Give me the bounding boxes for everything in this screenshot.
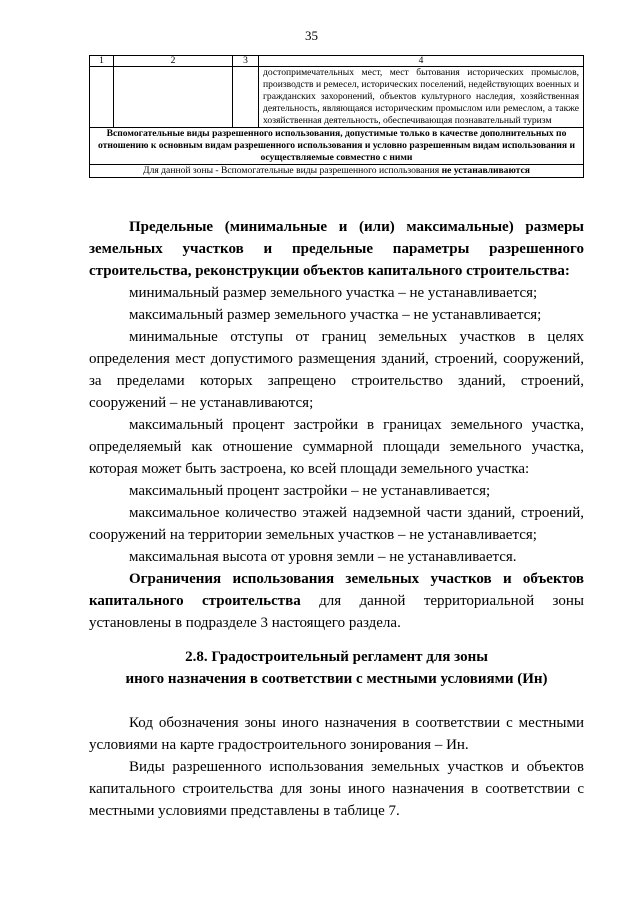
zone-note-value: не устанавливаются — [441, 165, 530, 176]
build-percent-text: максимальный процент застройки – не устанавливается; — [129, 483, 491, 499]
auxiliary-uses-title: Вспомогательные виды разрешенного использования, допустимые только в качестве дополнительных по отношению к основным видам разрешенного использования и условно разрешенным видам использования и осуществляемые совместно с ними — [90, 128, 584, 165]
table-cell-empty — [233, 67, 259, 128]
restrictions-text — [89, 568, 584, 634]
section-title-line2: иного назначения в соответствии с местными условиями (Ин) — [125, 671, 548, 687]
setbacks-text: минимальные отступы от границ земельных участков в целях определения мест допустимого размещения зданий, строений, сооружений, за пределами которых запрещено строительство зданий, строений, сооружений – не устанавливаются; — [89, 329, 584, 411]
permitted-uses-paragraph: Виды разрешенного использования земельных участков и объектов капитального строительства для зоны иного назначения в соответствии с местными условиями представлены в таблице 7. — [89, 759, 584, 819]
table-row-aux-title — [90, 128, 584, 165]
table-cell-description: достопримечательных мест, мест бытования исторических промыслов, производств и ремесел, исторических поселений, недействующих военных и гражданских захоронений, объектов культурного наследия, хозяйственная деятельность, являющаяся историческим промыслом или ремеслом, а также хозяйственная деятельность, обеспечивающая познавательный туризм — [259, 67, 584, 128]
min-size-text: минимальный размер земельного участка – не устанавливается; — [129, 285, 538, 301]
height-text: максимальная высота от уровня земли – не устанавливается. — [129, 549, 517, 565]
table-header-cell-1: 1 — [90, 56, 114, 67]
limits-heading: Предельные (минимальные и (или) максимальные) размеры земельных участков и предельные параметры разрешенного строительства, реконструкции объектов капитального строительства: — [89, 219, 584, 279]
table-header-cell-2: 2 — [114, 56, 233, 67]
max-size-text: максимальный размер земельного участка – не устанавливается; — [129, 307, 542, 323]
table-cell-empty — [90, 67, 114, 128]
zone-code-paragraph: Код обозначения зоны иного назначения в соответствии с местными условиями на карте градостроительного зонирования – Ин. — [89, 715, 584, 753]
page-number: 35 — [305, 28, 318, 43]
table-row — [90, 67, 584, 128]
build-percent-definition: максимальный процент застройки в границах земельного участка, определяемый как отношение суммарной площади земельного участка, которая может быть застроена, ко всей площади земельного участка: — [89, 417, 584, 477]
restrictions-rest: для данной территориальной зоны установлены в подразделе 3 настоящего раздела. — [89, 593, 584, 631]
floors-text: максимальное количество этажей надземной части зданий, строений, сооружений на территории земельных участков – не устанавливается; — [89, 505, 584, 543]
zone-note-text: Для данной зоны - Вспомогательные виды разрешенного использования — [143, 165, 440, 176]
table-header-cell-4: 4 — [259, 56, 584, 67]
land-use-table — [89, 55, 584, 178]
table-header-row — [90, 56, 584, 67]
table-cell-empty — [114, 67, 233, 128]
table-header-cell-3: 3 — [233, 56, 259, 67]
zone-note — [90, 165, 584, 178]
restrictions-bold: Ограничения использования земельных участков и объектов капитального строительства — [89, 571, 584, 609]
table-row-zone-note — [90, 165, 584, 178]
section-title-line1: 2.8. Градостроительный регламент для зоны — [185, 649, 488, 665]
